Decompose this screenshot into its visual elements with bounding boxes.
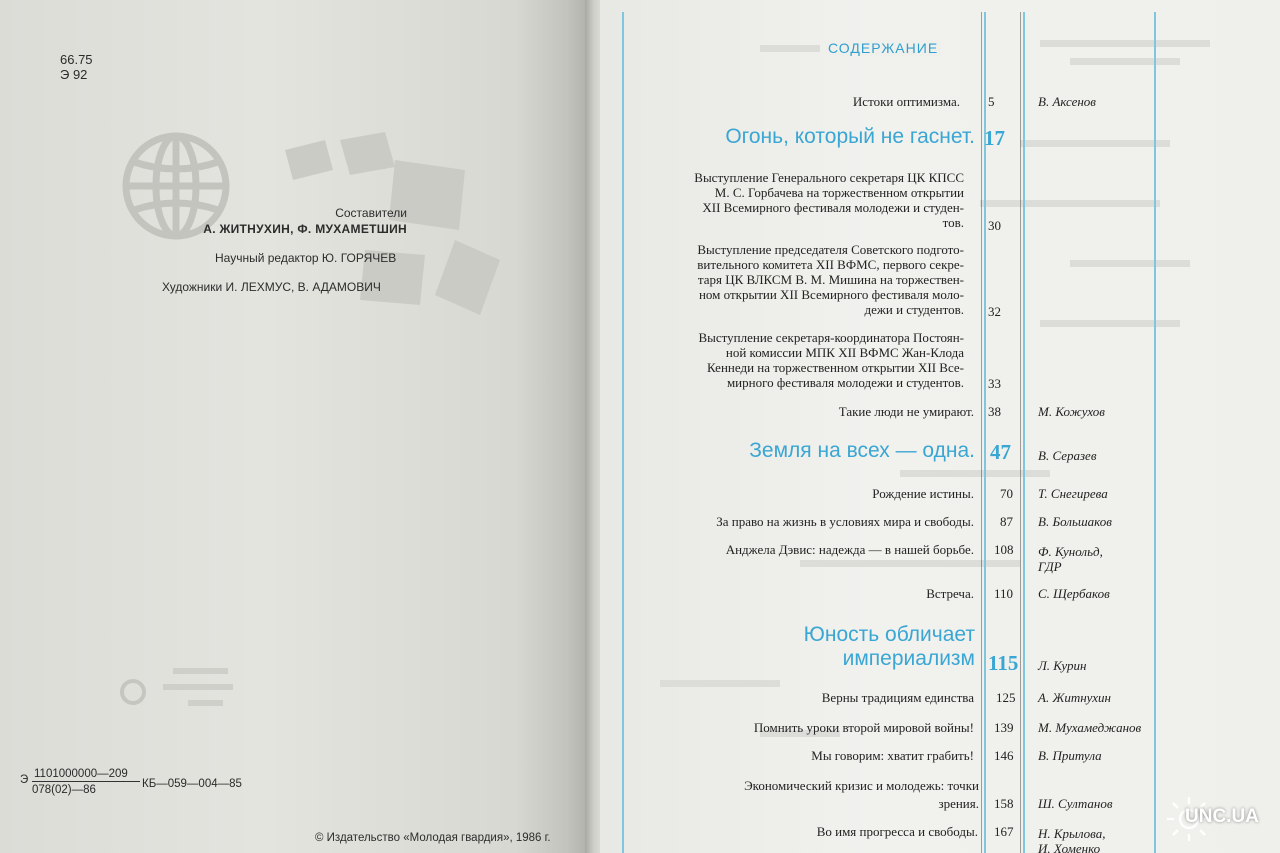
- toc-entry-page: 110: [994, 586, 1014, 601]
- scientific-editor: Научный редактор Ю. ГОРЯЧЕВ: [215, 251, 397, 265]
- toc-entry-author: А. Житнухин: [1038, 690, 1112, 705]
- toc-entry-page: 87: [1000, 514, 1013, 529]
- toc-entry-block: [620, 242, 964, 317]
- right-page: [600, 0, 1280, 853]
- toc-section-page: 47: [990, 440, 1011, 464]
- toc-section-page: 115: [988, 651, 1019, 675]
- index-prefix: Э: [20, 774, 29, 786]
- toc-entry-author: М. Кожухов: [1038, 404, 1105, 419]
- index-code: КБ—059—004—85: [142, 778, 242, 790]
- toc-entry-block: [628, 778, 979, 811]
- toc-entry-author: В. Большаков: [1038, 514, 1112, 529]
- margin-rule: [1154, 12, 1156, 853]
- toc-entry-line: Выступление секретаря-координатора Постоян-: [698, 330, 964, 345]
- toc-entry-line: дежи и студентов.: [864, 302, 964, 317]
- left-page: [0, 0, 585, 853]
- toc-entry-title: Верны традициям единства: [821, 690, 974, 705]
- toc-entry-line: М. С. Горбачева на торжественном открытии: [714, 185, 964, 200]
- toc-entry-author: Л. Курин: [1038, 658, 1087, 673]
- toc-entry-line: Выступление Генерального секретаря ЦК КПСС: [694, 170, 964, 185]
- toc-entry-block: [620, 330, 964, 390]
- toc-entry-page: 139: [994, 720, 1014, 735]
- toc-entry-page: 38: [988, 404, 1001, 419]
- toc-entry-line: тов.: [942, 215, 964, 230]
- watermark-text: UNC.UA: [1185, 806, 1259, 827]
- toc-entry-line: таря ЦК ВЛКСМ В. М. Мишина на торжествен-: [697, 272, 964, 287]
- toc-heading: СОДЕРЖАНИЕ: [825, 40, 941, 56]
- toc-entry-page: 146: [994, 748, 1014, 763]
- author-line: Ф. Кунольд,: [1038, 544, 1103, 559]
- toc-entry-title: Во имя прогресса и свободы.: [816, 824, 978, 839]
- toc-entry-line: ном открытии XII Всемирного фестиваля моло-: [698, 287, 964, 302]
- toc-section-title: Земля на всех — одна.: [749, 439, 975, 462]
- toc-entry-line: зрения.: [938, 796, 979, 811]
- section-line: империализм: [842, 647, 975, 670]
- toc-entry-author: В. Притула: [1038, 748, 1102, 763]
- toc-entry-title: Помнить уроки второй мировой войны!: [753, 720, 974, 735]
- toc-entry-author: Ш. Султанов: [1038, 796, 1113, 811]
- toc-entry-page: 125: [996, 690, 1016, 705]
- toc-entry-page: 30: [988, 218, 1001, 233]
- toc-entry-title: Встреча.: [926, 586, 974, 601]
- index-fraction: [32, 768, 140, 796]
- index-numerator: 1101000000—209: [32, 768, 140, 782]
- toc-entry-page: 5: [988, 94, 995, 109]
- toc-entry-line: Экономический кризис и молодежь: точки: [744, 778, 979, 793]
- classification-line: 66.75: [60, 52, 93, 67]
- toc-entry-block: [620, 170, 964, 230]
- toc-entry-line: XII Всемирного фестиваля молодежи и студен-: [702, 200, 964, 215]
- toc-entry-author: [1038, 826, 1105, 853]
- margin-rule: [622, 12, 624, 853]
- toc-entry-title: Анджела Дэвис: надежда — в нашей борьбе.: [725, 542, 974, 557]
- publisher-mark-showthrough: [118, 660, 238, 720]
- toc-entry-author: В. Аксенов: [1038, 94, 1096, 109]
- toc-entry-line: Кеннеди на торжественном открытии XII Все-: [707, 360, 964, 375]
- toc-section-page: 17: [984, 126, 1005, 150]
- toc-section-title: Огонь, который не гаснет.: [725, 125, 975, 148]
- section-line: Юность обличает: [803, 623, 975, 646]
- classification-line: Э 92: [60, 67, 88, 82]
- toc-entry-page: 33: [988, 376, 1001, 391]
- credits-block: [203, 205, 407, 237]
- toc-entry-line: вительного комитета XII ВФМС, первого секре-: [697, 257, 964, 272]
- classification-code: [60, 52, 93, 82]
- compilers-names: А. ЖИТНУХИН, Ф. МУХАМЕТШИН: [203, 222, 407, 236]
- toc-entry-page: 32: [988, 304, 1001, 319]
- toc-entry-page: 167: [994, 824, 1014, 839]
- index-denominator: 078(02)—86: [32, 784, 96, 796]
- toc-entry-page: 108: [994, 542, 1014, 557]
- column-rule-dark: [981, 12, 982, 853]
- toc-entry-line: ной комиссии МПК XII ВФМС Жан-Клода: [725, 345, 964, 360]
- toc-entry-title: Такие люди не умирают.: [838, 404, 974, 419]
- column-rule-dark: [1020, 12, 1021, 853]
- toc-entry-author: [1038, 544, 1103, 574]
- compilers-label: Составители: [335, 206, 407, 220]
- toc-entry-line: мирного фестиваля молодежи и студентов.: [726, 375, 964, 390]
- author-line: ГДР: [1038, 559, 1062, 574]
- artists: Художники И. ЛЕХМУС, В. АДАМОВИЧ: [162, 280, 381, 294]
- column-rule: [1023, 12, 1025, 853]
- author-line: И. Хоменко: [1038, 841, 1101, 853]
- toc-entry-title: Истоки оптимизма.: [852, 94, 960, 109]
- author-line: Н. Крылова,: [1038, 826, 1106, 841]
- toc-entry-author: Т. Снегирева: [1038, 486, 1108, 501]
- toc-entry-title: За право на жизнь в условиях мира и свободы.: [716, 514, 974, 529]
- toc-entry-page: 158: [994, 796, 1014, 811]
- copyright: © Издательство «Молодая гвардия», 1986 г.: [315, 832, 551, 844]
- toc-entry-title: Рождение истины.: [872, 486, 974, 501]
- toc-entry-title: Мы говорим: хватит грабить!: [811, 748, 974, 763]
- toc-entry-line: Выступление председателя Советского подгото-: [697, 242, 964, 257]
- toc-entry-author: М. Мухамеджанов: [1038, 720, 1142, 735]
- toc-entry-author: С. Щербаков: [1038, 586, 1110, 601]
- toc-section-title: [630, 623, 975, 671]
- toc-entry-author: В. Серазев: [1038, 448, 1097, 463]
- toc-entry-page: 70: [1000, 486, 1013, 501]
